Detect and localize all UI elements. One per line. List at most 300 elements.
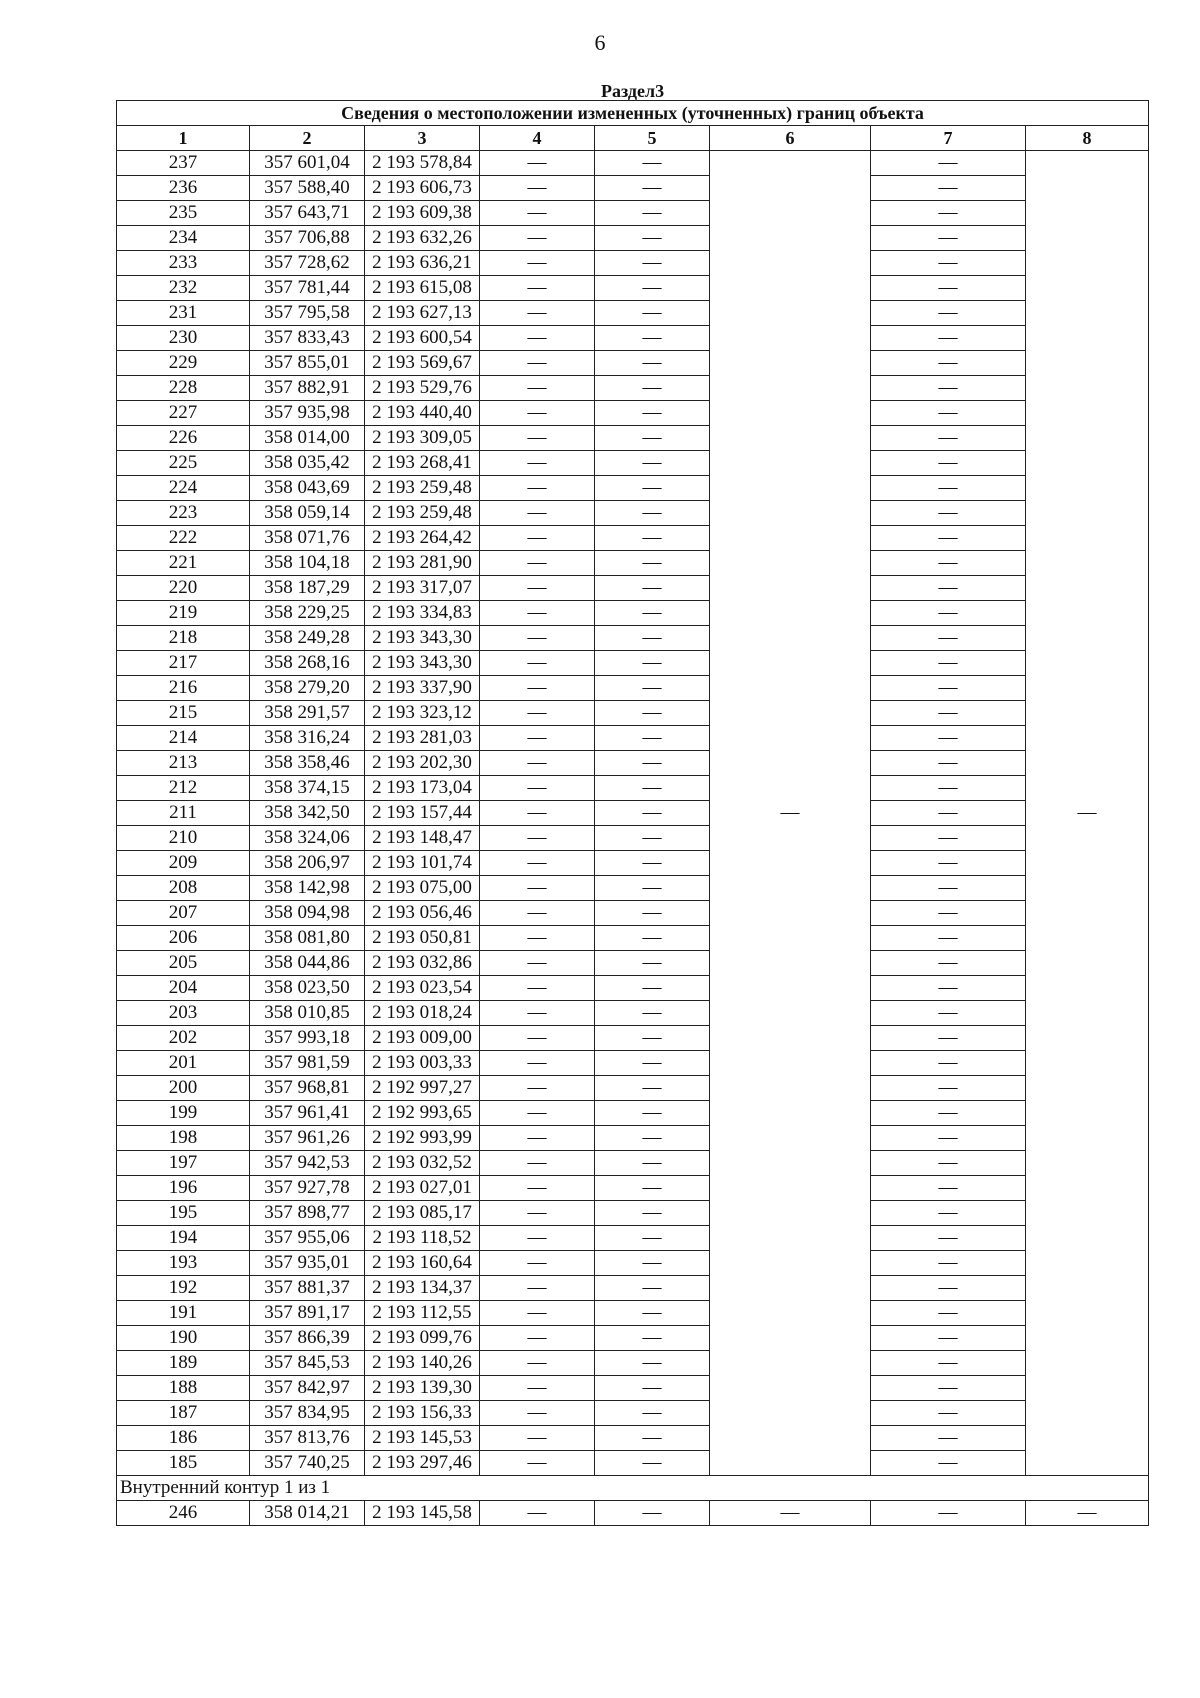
table-row	[117, 451, 1149, 476]
col4-dash: —	[480, 226, 595, 251]
col5-dash: —	[595, 1201, 710, 1226]
coordinate-y: 2 193 140,26	[365, 1351, 480, 1376]
col4-dash: —	[480, 1376, 595, 1401]
col7-dash: —	[871, 1351, 1026, 1376]
col7-dash: —	[871, 1451, 1026, 1476]
coordinate-x: 357 834,95	[250, 1401, 365, 1426]
table-row	[117, 701, 1149, 726]
coordinate-x: 358 104,18	[250, 551, 365, 576]
col4-dash: —	[480, 776, 595, 801]
col4-dash: —	[480, 801, 595, 826]
col4-dash: —	[480, 726, 595, 751]
coordinate-y: 2 193 297,46	[365, 1451, 480, 1476]
col7-dash: —	[871, 426, 1026, 451]
col5-dash: —	[595, 1426, 710, 1451]
table-row	[117, 1076, 1149, 1101]
coordinate-y: 2 193 440,40	[365, 401, 480, 426]
col4-dash: —	[480, 526, 595, 551]
col5-dash: —	[595, 1051, 710, 1076]
col7-dash: —	[871, 501, 1026, 526]
point-number: 207	[117, 901, 250, 926]
col4-dash: —	[480, 326, 595, 351]
column-header: 3	[365, 126, 480, 151]
table-row	[117, 1151, 1149, 1176]
table-row	[117, 251, 1149, 276]
point-number: 196	[117, 1176, 250, 1201]
coordinate-x: 357 898,77	[250, 1201, 365, 1226]
col7-dash: —	[871, 551, 1026, 576]
col4-dash: —	[480, 951, 595, 976]
col7-dash: —	[871, 276, 1026, 301]
col5-dash: —	[595, 576, 710, 601]
col5-dash: —	[595, 1376, 710, 1401]
coordinate-y: 2 193 145,58	[365, 1501, 480, 1526]
col7-dash: —	[871, 1276, 1026, 1301]
col5-dash: —	[595, 626, 710, 651]
coordinate-x: 358 142,98	[250, 876, 365, 901]
coordinate-y: 2 193 145,53	[365, 1426, 480, 1451]
col4-dash: —	[480, 476, 595, 501]
col4-dash: —	[480, 1026, 595, 1051]
coordinate-x: 357 706,88	[250, 226, 365, 251]
col7-dash: —	[871, 301, 1026, 326]
col4-dash: —	[480, 1101, 595, 1126]
col5-dash: —	[595, 526, 710, 551]
coordinate-y: 2 193 578,84	[365, 151, 480, 176]
coordinate-y: 2 192 993,99	[365, 1126, 480, 1151]
col5-dash: —	[595, 551, 710, 576]
table-row	[117, 1251, 1149, 1276]
col4-dash: —	[480, 826, 595, 851]
coordinate-y: 2 193 139,30	[365, 1376, 480, 1401]
point-number: 213	[117, 751, 250, 776]
coordinate-y: 2 193 264,42	[365, 526, 480, 551]
coordinate-y: 2 193 343,30	[365, 651, 480, 676]
coordinate-y: 2 193 569,67	[365, 351, 480, 376]
col4-dash: —	[480, 1301, 595, 1326]
col4-dash: —	[480, 551, 595, 576]
coordinate-x: 357 961,26	[250, 1126, 365, 1151]
table-row	[117, 976, 1149, 1001]
table-row	[117, 426, 1149, 451]
col4-dash: —	[480, 401, 595, 426]
point-number: 199	[117, 1101, 250, 1126]
coordinate-x: 358 071,76	[250, 526, 365, 551]
col5-dash: —	[595, 1226, 710, 1251]
coordinate-x: 358 059,14	[250, 501, 365, 526]
coordinate-y: 2 193 281,90	[365, 551, 480, 576]
coordinate-x: 357 601,04	[250, 151, 365, 176]
point-number: 220	[117, 576, 250, 601]
coordinate-x: 357 845,53	[250, 1351, 365, 1376]
col5-dash: —	[595, 451, 710, 476]
coordinate-y: 2 193 118,52	[365, 1226, 480, 1251]
point-number: 229	[117, 351, 250, 376]
table-row	[117, 1001, 1149, 1026]
coordinate-y: 2 193 027,01	[365, 1176, 480, 1201]
point-number: 192	[117, 1276, 250, 1301]
point-number: 197	[117, 1151, 250, 1176]
boundary-coordinates-table	[116, 82, 1149, 1526]
table-row	[117, 1051, 1149, 1076]
coordinate-y: 2 193 112,55	[365, 1301, 480, 1326]
col5-dash: —	[595, 151, 710, 176]
col4-dash: —	[480, 851, 595, 876]
coordinate-x: 358 279,20	[250, 676, 365, 701]
coordinate-y: 2 193 148,47	[365, 826, 480, 851]
col7-dash: —	[871, 801, 1026, 826]
point-number: 230	[117, 326, 250, 351]
col7-dash: —	[871, 1101, 1026, 1126]
coordinate-x: 357 942,53	[250, 1151, 365, 1176]
col7-dash: —	[871, 201, 1026, 226]
coordinate-x: 357 842,97	[250, 1376, 365, 1401]
coordinate-x: 357 891,17	[250, 1301, 365, 1326]
col5-dash: —	[595, 751, 710, 776]
table-row	[117, 876, 1149, 901]
col6-dash: —	[710, 151, 871, 1476]
point-number: 210	[117, 826, 250, 851]
col4-dash: —	[480, 1326, 595, 1351]
table-row	[117, 601, 1149, 626]
page-number: 6	[594, 30, 606, 55]
coordinate-y: 2 193 099,76	[365, 1326, 480, 1351]
coordinate-x: 357 643,71	[250, 201, 365, 226]
col7-dash: —	[871, 1026, 1026, 1051]
coordinate-x: 357 961,41	[250, 1101, 365, 1126]
col7-dash: —	[871, 951, 1026, 976]
col7-dash: —	[871, 826, 1026, 851]
column-header: 6	[710, 126, 871, 151]
col4-dash: —	[480, 201, 595, 226]
point-number: 194	[117, 1226, 250, 1251]
column-header: 5	[595, 126, 710, 151]
col7-dash: —	[871, 226, 1026, 251]
table-row	[117, 326, 1149, 351]
coordinate-x: 357 955,06	[250, 1226, 365, 1251]
col7-dash: —	[871, 1051, 1026, 1076]
table-row	[117, 1326, 1149, 1351]
col4-dash: —	[480, 1501, 595, 1526]
coordinate-y: 2 193 627,13	[365, 301, 480, 326]
coordinate-y: 2 193 003,33	[365, 1051, 480, 1076]
col4-dash: —	[480, 376, 595, 401]
table-row	[117, 501, 1149, 526]
table-row	[117, 726, 1149, 751]
coordinate-y: 2 193 343,30	[365, 626, 480, 651]
col4-dash: —	[480, 751, 595, 776]
point-number: 227	[117, 401, 250, 426]
col7-dash: —	[871, 1376, 1026, 1401]
col5-dash: —	[595, 376, 710, 401]
col4-dash: —	[480, 176, 595, 201]
table-row	[117, 951, 1149, 976]
col7-dash: —	[871, 351, 1026, 376]
coordinate-y: 2 193 529,76	[365, 376, 480, 401]
table-row	[117, 201, 1149, 226]
table-row	[117, 1401, 1149, 1426]
point-number: 188	[117, 1376, 250, 1401]
point-number: 204	[117, 976, 250, 1001]
coordinate-x: 358 023,50	[250, 976, 365, 1001]
table-row	[117, 1101, 1149, 1126]
point-number: 222	[117, 526, 250, 551]
col7-dash: —	[871, 1326, 1026, 1351]
coordinate-x: 358 014,21	[250, 1501, 365, 1526]
coordinate-x: 358 268,16	[250, 651, 365, 676]
coordinate-x: 357 866,39	[250, 1326, 365, 1351]
col5-dash: —	[595, 426, 710, 451]
col5-dash: —	[595, 301, 710, 326]
col7-dash: —	[871, 1201, 1026, 1226]
col4-dash: —	[480, 1276, 595, 1301]
col4-dash: —	[480, 1126, 595, 1151]
coordinate-x: 358 374,15	[250, 776, 365, 801]
col5-dash: —	[595, 1251, 710, 1276]
point-number: 206	[117, 926, 250, 951]
point-number: 215	[117, 701, 250, 726]
coordinate-y: 2 193 023,54	[365, 976, 480, 1001]
coordinate-y: 2 193 259,48	[365, 501, 480, 526]
col5-dash: —	[595, 1001, 710, 1026]
coordinate-x: 357 795,58	[250, 301, 365, 326]
col7-dash: —	[871, 601, 1026, 626]
table-row	[117, 1201, 1149, 1226]
col4-dash: —	[480, 901, 595, 926]
coordinate-y: 2 193 056,46	[365, 901, 480, 926]
table-row	[117, 676, 1149, 701]
col4-dash: —	[480, 576, 595, 601]
table-row	[117, 151, 1149, 176]
table-row	[117, 576, 1149, 601]
table-row	[117, 1451, 1149, 1476]
coordinate-y: 2 193 101,74	[365, 851, 480, 876]
coordinate-y: 2 193 202,30	[365, 751, 480, 776]
col4-dash: —	[480, 651, 595, 676]
col7-dash: —	[871, 726, 1026, 751]
col4-dash: —	[480, 1151, 595, 1176]
point-number: 225	[117, 451, 250, 476]
col5-dash: —	[595, 326, 710, 351]
column-header: 7	[871, 126, 1026, 151]
coordinate-x: 358 229,25	[250, 601, 365, 626]
table-row	[117, 751, 1149, 776]
table-row	[117, 1276, 1149, 1301]
coordinate-x: 358 094,98	[250, 901, 365, 926]
col4-dash: —	[480, 676, 595, 701]
point-number: 209	[117, 851, 250, 876]
point-number: 236	[117, 176, 250, 201]
coordinate-y: 2 193 281,03	[365, 726, 480, 751]
col7-dash: —	[871, 1301, 1026, 1326]
table-row	[117, 1376, 1149, 1401]
coordinate-x: 358 014,00	[250, 426, 365, 451]
coordinate-x: 358 081,80	[250, 926, 365, 951]
col4-dash: —	[480, 701, 595, 726]
table-row	[117, 1226, 1149, 1251]
table-row	[117, 651, 1149, 676]
col4-dash: —	[480, 151, 595, 176]
point-number: 237	[117, 151, 250, 176]
coordinate-x: 358 342,50	[250, 801, 365, 826]
col5-dash: —	[595, 951, 710, 976]
coordinate-y: 2 193 268,41	[365, 451, 480, 476]
coordinate-y: 2 193 615,08	[365, 276, 480, 301]
coordinate-y: 2 193 337,90	[365, 676, 480, 701]
col6-dash: —	[710, 1501, 871, 1526]
table-row	[117, 626, 1149, 651]
coordinate-x: 358 044,86	[250, 951, 365, 976]
table-row	[117, 226, 1149, 251]
coordinate-x: 358 291,57	[250, 701, 365, 726]
coordinate-y: 2 193 075,00	[365, 876, 480, 901]
point-number: 223	[117, 501, 250, 526]
table-row	[117, 176, 1149, 201]
col5-dash: —	[595, 251, 710, 276]
point-number: 187	[117, 1401, 250, 1426]
table-row	[117, 1501, 1149, 1526]
column-header: 8	[1026, 126, 1149, 151]
col7-dash: —	[871, 1226, 1026, 1251]
col5-dash: —	[595, 1126, 710, 1151]
coordinate-y: 2 193 636,21	[365, 251, 480, 276]
col7-dash: —	[871, 326, 1026, 351]
table-title: Сведения о местоположении измененных (уточненных) границ объекта	[117, 101, 1149, 126]
coordinate-y: 2 193 632,26	[365, 226, 480, 251]
col5-dash: —	[595, 1076, 710, 1101]
coordinate-y: 2 193 085,17	[365, 1201, 480, 1226]
col5-dash: —	[595, 276, 710, 301]
table-row	[117, 926, 1149, 951]
col5-dash: —	[595, 701, 710, 726]
coordinate-y: 2 193 606,73	[365, 176, 480, 201]
column-header: 4	[480, 126, 595, 151]
coordinate-x: 358 358,46	[250, 751, 365, 776]
col4-dash: —	[480, 601, 595, 626]
coordinate-x: 357 881,37	[250, 1276, 365, 1301]
table-row	[117, 401, 1149, 426]
col4-dash: —	[480, 276, 595, 301]
col7-dash: —	[871, 676, 1026, 701]
col7-dash: —	[871, 451, 1026, 476]
point-number: 214	[117, 726, 250, 751]
coordinate-y: 2 192 997,27	[365, 1076, 480, 1101]
col4-dash: —	[480, 1451, 595, 1476]
point-number: 201	[117, 1051, 250, 1076]
col5-dash: —	[595, 1176, 710, 1201]
point-number: 246	[117, 1501, 250, 1526]
col4-dash: —	[480, 426, 595, 451]
point-number: 228	[117, 376, 250, 401]
table-row	[117, 351, 1149, 376]
col7-dash: —	[871, 1176, 1026, 1201]
col7-dash: —	[871, 1151, 1026, 1176]
col8-dash: —	[1026, 151, 1149, 1476]
coordinate-y: 2 193 334,83	[365, 601, 480, 626]
coordinate-x: 357 833,43	[250, 326, 365, 351]
col5-dash: —	[595, 776, 710, 801]
col7-dash: —	[871, 1251, 1026, 1276]
col4-dash: —	[480, 1176, 595, 1201]
col5-dash: —	[595, 1451, 710, 1476]
point-number: 205	[117, 951, 250, 976]
point-number: 191	[117, 1301, 250, 1326]
coordinate-x: 357 882,91	[250, 376, 365, 401]
coordinate-x: 358 187,29	[250, 576, 365, 601]
table-row	[117, 1176, 1149, 1201]
inner-contour-row	[117, 1476, 1149, 1501]
point-number: 185	[117, 1451, 250, 1476]
coordinate-y: 2 192 993,65	[365, 1101, 480, 1126]
coordinate-x: 358 035,42	[250, 451, 365, 476]
coordinate-y: 2 193 018,24	[365, 1001, 480, 1026]
point-number: 189	[117, 1351, 250, 1376]
point-number: 217	[117, 651, 250, 676]
col5-dash: —	[595, 801, 710, 826]
col7-dash: —	[871, 401, 1026, 426]
coordinate-x: 358 043,69	[250, 476, 365, 501]
col4-dash: —	[480, 926, 595, 951]
col4-dash: —	[480, 1201, 595, 1226]
col5-dash: —	[595, 651, 710, 676]
coordinate-y: 2 193 009,00	[365, 1026, 480, 1051]
point-number: 216	[117, 676, 250, 701]
col7-dash: —	[871, 576, 1026, 601]
col5-dash: —	[595, 1401, 710, 1426]
table-row	[117, 276, 1149, 301]
coordinate-x: 357 993,18	[250, 1026, 365, 1051]
col7-dash: —	[871, 626, 1026, 651]
col4-dash: —	[480, 1426, 595, 1451]
col7-dash: —	[871, 1126, 1026, 1151]
point-number: 193	[117, 1251, 250, 1276]
coordinate-y: 2 193 050,81	[365, 926, 480, 951]
inner-contour-label: Внутренний контур 1 из 1	[117, 1476, 1149, 1501]
col4-dash: —	[480, 626, 595, 651]
col7-dash: —	[871, 751, 1026, 776]
col7-dash: —	[871, 1426, 1026, 1451]
col5-dash: —	[595, 601, 710, 626]
coordinate-y: 2 193 032,86	[365, 951, 480, 976]
point-number: 212	[117, 776, 250, 801]
table-row	[117, 776, 1149, 801]
col5-dash: —	[595, 826, 710, 851]
col7-dash: —	[871, 651, 1026, 676]
point-number: 234	[117, 226, 250, 251]
coordinate-x: 357 968,81	[250, 1076, 365, 1101]
table-row	[117, 851, 1149, 876]
point-number: 232	[117, 276, 250, 301]
col5-dash: —	[595, 476, 710, 501]
coordinate-x: 357 740,25	[250, 1451, 365, 1476]
col7-dash: —	[871, 376, 1026, 401]
coordinate-x: 357 981,59	[250, 1051, 365, 1076]
col5-dash: —	[595, 1026, 710, 1051]
col5-dash: —	[595, 226, 710, 251]
col4-dash: —	[480, 451, 595, 476]
col5-dash: —	[595, 351, 710, 376]
table-row	[117, 551, 1149, 576]
col4-dash: —	[480, 351, 595, 376]
col5-dash: —	[595, 1101, 710, 1126]
col7-dash: —	[871, 901, 1026, 926]
column-header: 2	[250, 126, 365, 151]
col5-dash: —	[595, 201, 710, 226]
point-number: 226	[117, 426, 250, 451]
coordinate-x: 358 316,24	[250, 726, 365, 751]
col4-dash: —	[480, 251, 595, 276]
col5-dash: —	[595, 676, 710, 701]
